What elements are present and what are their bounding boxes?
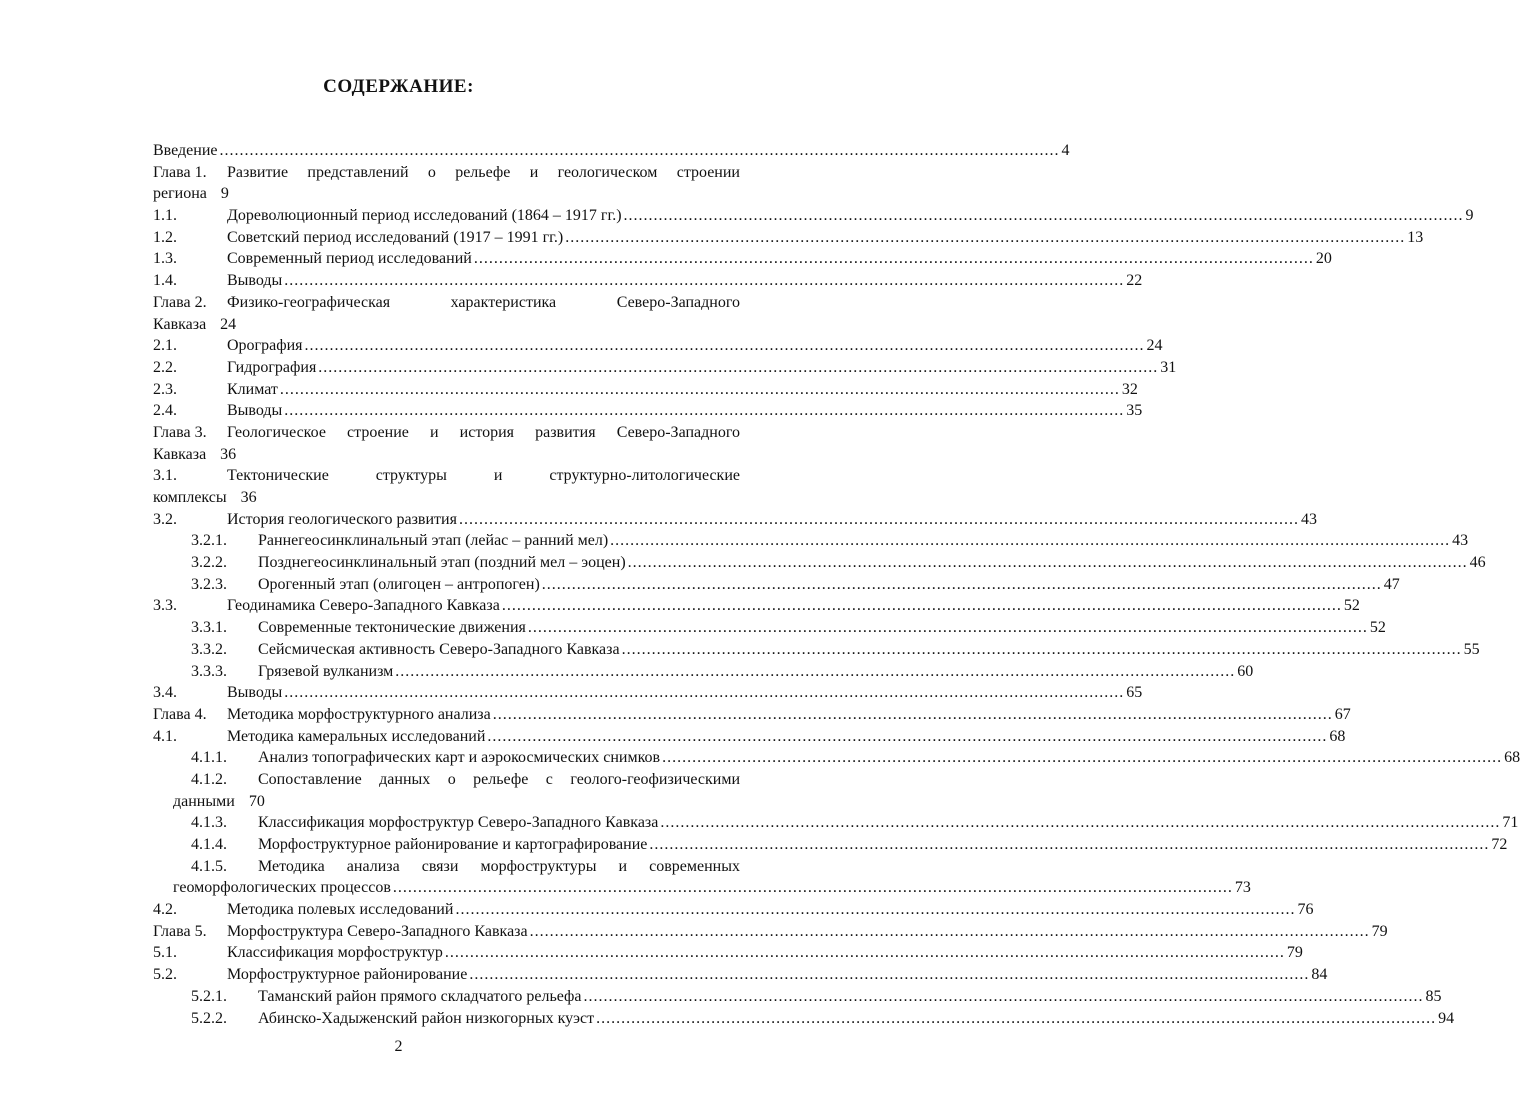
toc-dot-leader bbox=[220, 140, 1060, 162]
toc-entry-title: Методика анализа связи морфоструктуры и современных bbox=[258, 857, 740, 875]
toc-entry-title: Сопоставление данных о рельефе с геолого-геофизическими bbox=[258, 770, 740, 788]
toc-page-number: 43 bbox=[1452, 532, 1469, 550]
toc-entry-continuation bbox=[153, 791, 740, 813]
toc-entry-number: Глава 3. bbox=[153, 423, 207, 441]
toc-dot-leader bbox=[445, 942, 1285, 964]
toc-page-number: 68 bbox=[1329, 727, 1346, 745]
toc-page-number: 31 bbox=[1160, 358, 1177, 376]
toc-page-number: 36 bbox=[240, 489, 257, 506]
toc-entry-number: 3.2.1. bbox=[191, 532, 227, 550]
toc-entry bbox=[153, 162, 740, 184]
toc-page-number: 46 bbox=[1469, 554, 1486, 572]
toc-entry-number: 4.1.2. bbox=[191, 770, 227, 788]
toc-entry bbox=[153, 552, 1486, 574]
toc-entry-title: Классификация морфоструктур bbox=[227, 944, 443, 962]
toc-page-number: 71 bbox=[1502, 814, 1519, 832]
toc-page-number: 13 bbox=[1407, 228, 1424, 246]
toc-entry-number: 2.1. bbox=[153, 337, 177, 355]
toc-entry bbox=[153, 834, 1508, 856]
toc-entry-title: Введение bbox=[153, 142, 218, 159]
toc-entry-continuation bbox=[153, 183, 740, 205]
toc-entry bbox=[153, 379, 1138, 401]
toc-entry bbox=[153, 986, 1442, 1008]
toc-page-number: 52 bbox=[1369, 619, 1386, 637]
toc-page-number: 94 bbox=[1438, 1009, 1455, 1027]
toc-entry-title: Современные тектонические движения bbox=[258, 619, 526, 637]
toc-page-number: 55 bbox=[1463, 640, 1480, 658]
toc-entry-number: 3.2.3. bbox=[191, 575, 227, 593]
toc-entry-title: Советский период исследований (1917 – 1991 гг.) bbox=[227, 228, 564, 246]
toc-page-number: 85 bbox=[1425, 987, 1442, 1005]
toc-dot-leader bbox=[624, 205, 1464, 227]
toc-dot-leader bbox=[393, 877, 1233, 899]
toc-dot-leader bbox=[596, 1008, 1436, 1030]
toc-entry bbox=[153, 964, 1328, 986]
toc-dot-leader bbox=[280, 379, 1120, 401]
toc-entry bbox=[153, 292, 740, 314]
toc-entry-number: 4.1. bbox=[153, 727, 177, 745]
toc-page-number: 52 bbox=[1343, 597, 1360, 615]
toc-entry-title-cont: Кавказа bbox=[153, 315, 207, 333]
toc-dot-leader bbox=[395, 661, 1235, 683]
toc-entry-number: 4.1.4. bbox=[191, 836, 227, 853]
toc-entry-title: Дореволюционный период исследований (1864 – 1917 гг.) bbox=[227, 207, 622, 225]
toc-dot-leader bbox=[318, 357, 1158, 379]
toc-entry-title-cont: региона bbox=[153, 185, 207, 203]
toc-entry-title: Морфоструктурное районирование bbox=[227, 966, 468, 984]
toc-entry bbox=[153, 661, 1254, 683]
toc-entry-title: Сейсмическая активность Северо-Западного Кавказа bbox=[258, 640, 620, 658]
toc-entry-title: Физико-географическая характеристика Северо-Западного bbox=[227, 293, 740, 311]
toc-page-number: 22 bbox=[1126, 272, 1143, 290]
toc-entry-number: 3.2.2. bbox=[191, 554, 227, 572]
toc-entry-number: 3.1. bbox=[153, 467, 177, 485]
toc-dot-leader bbox=[284, 682, 1124, 704]
toc-entry-title: Раннегеосинклинальный этап (лейас – ранний мел) bbox=[258, 532, 609, 550]
toc-dot-leader bbox=[584, 986, 1424, 1008]
toc-entry-title-cont: данными bbox=[173, 792, 235, 810]
toc-entry-number: 3.3.3. bbox=[191, 662, 227, 680]
toc-dot-leader bbox=[565, 227, 1405, 249]
toc-entry bbox=[153, 140, 1070, 162]
toc-entry-title: Выводы bbox=[227, 272, 283, 290]
toc-entry-number: 1.1. bbox=[153, 207, 177, 225]
toc-entry-number: Глава 5. bbox=[153, 922, 207, 940]
toc-entry-number: 5.2.1. bbox=[191, 987, 227, 1005]
toc-entry-number: 4.1.5. bbox=[191, 857, 227, 875]
toc-entry bbox=[153, 726, 1346, 748]
toc-page-number: 72 bbox=[1491, 836, 1508, 853]
toc-entry-title: Анализ топографических карт и аэрокосмических снимков bbox=[258, 749, 661, 767]
toc-dot-leader bbox=[530, 921, 1370, 943]
toc-page-number: 24 bbox=[1146, 337, 1163, 355]
toc-entry bbox=[153, 227, 1424, 249]
toc-dot-leader bbox=[284, 400, 1124, 422]
toc-entry-number: 5.1. bbox=[153, 944, 177, 962]
toc-entry-title: Классификация морфоструктур Северо-Западного Кавказа bbox=[258, 814, 659, 832]
toc-entry-title-cont: геоморфологических процессов bbox=[173, 879, 391, 897]
toc-entry-number: Глава 2. bbox=[153, 293, 207, 311]
toc-entry bbox=[153, 465, 740, 487]
toc-entry-title: Грязевой вулканизм bbox=[258, 662, 394, 680]
toc-dot-leader bbox=[474, 248, 1314, 270]
page-number: 2 bbox=[394, 1038, 403, 1055]
toc-entry-number: 4.2. bbox=[153, 901, 177, 919]
toc-entry bbox=[153, 682, 1143, 704]
toc-entry-number: 1.4. bbox=[153, 272, 177, 290]
toc-page-number: 32 bbox=[1121, 380, 1138, 398]
toc-page-number: 20 bbox=[1315, 250, 1332, 268]
toc-entry bbox=[153, 617, 1386, 639]
toc-entry-number: 2.4. bbox=[153, 402, 177, 420]
toc-entry-number: 5.2. bbox=[153, 966, 177, 984]
toc-entry-number: Глава 1. bbox=[153, 163, 207, 181]
toc-dot-leader bbox=[662, 747, 1502, 769]
toc-entry bbox=[153, 248, 1332, 270]
toc-entry bbox=[153, 921, 1388, 943]
toc-dot-leader bbox=[502, 595, 1342, 617]
toc-entry bbox=[153, 595, 1360, 617]
toc-entry-number: 3.3.1. bbox=[191, 619, 227, 637]
toc-entry bbox=[153, 530, 1469, 552]
toc-entry-number: 2.2. bbox=[153, 358, 177, 376]
toc-page-number: 67 bbox=[1334, 705, 1351, 723]
toc-entry-title: Таманский район прямого складчатого рельефа bbox=[258, 987, 582, 1005]
toc-entry bbox=[153, 335, 1163, 357]
toc-entry-title: Орогенный этап (олигоцен – антропоген) bbox=[258, 575, 540, 593]
toc-entry-title: Морфоструктура Северо-Западного Кавказа bbox=[227, 922, 528, 940]
toc-page-number: 47 bbox=[1383, 575, 1400, 593]
toc-page-number: 65 bbox=[1126, 684, 1143, 702]
toc-page-number: 60 bbox=[1237, 662, 1254, 680]
toc-page-number: 4 bbox=[1061, 142, 1070, 159]
toc-entry bbox=[153, 574, 1400, 596]
toc-entry-title-cont: комплексы bbox=[153, 489, 227, 506]
toc-page-number: 36 bbox=[220, 445, 237, 463]
toc-entry-title: Орография bbox=[227, 337, 303, 355]
toc-entry-title: Развитие представлений о рельефе и геологическом строении bbox=[227, 163, 740, 181]
toc-dot-leader bbox=[459, 509, 1299, 531]
toc-entry-title-cont: Кавказа bbox=[153, 445, 207, 463]
toc-entry-continuation bbox=[153, 877, 1251, 899]
toc-entry-title: Тектонические структуры и структурно-литологические bbox=[227, 467, 740, 485]
toc-entry bbox=[153, 400, 1143, 422]
toc-page-number: 76 bbox=[1297, 901, 1314, 919]
toc-entry-continuation bbox=[153, 444, 740, 466]
toc-entry-number: Глава 4. bbox=[153, 705, 207, 723]
toc-entry bbox=[153, 205, 1474, 227]
toc-entry bbox=[153, 899, 1314, 921]
toc-dot-leader bbox=[493, 704, 1333, 726]
toc-entry-title: Методика камеральных исследований bbox=[227, 727, 486, 745]
toc-entry-number: 4.1.3. bbox=[191, 814, 227, 832]
toc-entry-number: 4.1.1. bbox=[191, 749, 227, 767]
toc-entry bbox=[153, 639, 1480, 661]
toc-entry-number: 3.4. bbox=[153, 684, 177, 702]
toc-entry-number: 2.3. bbox=[153, 380, 177, 398]
toc-entry bbox=[153, 357, 1177, 379]
table-of-contents bbox=[153, 140, 1520, 1029]
toc-entry bbox=[153, 747, 1520, 769]
toc-entry bbox=[153, 704, 1351, 726]
toc-page-number: 9 bbox=[1465, 207, 1474, 225]
toc-entry bbox=[153, 1008, 1455, 1030]
toc-page-number: 73 bbox=[1234, 879, 1251, 897]
toc-dot-leader bbox=[610, 530, 1450, 552]
toc-entry-title: Выводы bbox=[227, 684, 283, 702]
toc-entry bbox=[153, 270, 1143, 292]
toc-entry-title: Геодинамика Северо-Западного Кавказа bbox=[227, 597, 500, 615]
toc-entry-title: Методика морфоструктурного анализа bbox=[227, 705, 491, 723]
toc-entry-title: Методика полевых исследований bbox=[227, 901, 454, 919]
toc-page-number: 68 bbox=[1504, 749, 1520, 767]
toc-entry bbox=[153, 856, 740, 878]
toc-entry-continuation bbox=[153, 487, 740, 509]
toc-entry-title: Современный период исследований bbox=[227, 250, 472, 268]
toc-entry bbox=[153, 942, 1303, 964]
toc-entry-number: 3.3.2. bbox=[191, 640, 227, 658]
toc-dot-leader bbox=[455, 899, 1295, 921]
toc-entry-number: 1.2. bbox=[153, 228, 177, 246]
toc-entry-continuation bbox=[153, 314, 740, 336]
toc-entry-title: История геологического развития bbox=[227, 510, 457, 528]
toc-entry bbox=[153, 422, 740, 444]
toc-dot-leader bbox=[469, 964, 1309, 986]
toc-entry-number: 3.2. bbox=[153, 510, 177, 528]
toc-dot-leader bbox=[542, 574, 1382, 596]
toc-dot-leader bbox=[622, 639, 1462, 661]
toc-page-number: 35 bbox=[1126, 402, 1143, 420]
toc-entry-title: Геологическое строение и история развития Северо-Западного bbox=[227, 423, 740, 441]
toc-entry-title: Гидрография bbox=[227, 358, 317, 376]
toc-entry-title: Абинско-Хадыженский район низкогорных куэст bbox=[258, 1009, 595, 1027]
toc-page-number: 79 bbox=[1286, 944, 1303, 962]
toc-entry-title: Позднегеосинклинальный этап (поздний мел – эоцен) bbox=[258, 554, 626, 572]
toc-page-number: 79 bbox=[1371, 922, 1388, 940]
toc-page-number: 70 bbox=[248, 792, 265, 810]
page-title: СОДЕРЖАНИЕ: bbox=[323, 76, 474, 97]
toc-entry-number: 5.2.2. bbox=[191, 1009, 227, 1027]
toc-dot-leader bbox=[305, 335, 1145, 357]
toc-page-number: 24 bbox=[220, 315, 237, 333]
toc-entry-number: 1.3. bbox=[153, 250, 177, 268]
toc-entry bbox=[153, 812, 1519, 834]
toc-entry bbox=[153, 509, 1317, 531]
toc-dot-leader bbox=[284, 270, 1124, 292]
toc-page-number: 43 bbox=[1300, 510, 1317, 528]
toc-page-number: 84 bbox=[1311, 966, 1328, 984]
toc-entry-number: 3.3. bbox=[153, 597, 177, 615]
toc-entry-title: Выводы bbox=[227, 402, 283, 420]
toc-dot-leader bbox=[487, 726, 1327, 748]
toc-entry-title: Климат bbox=[227, 380, 278, 398]
toc-dot-leader bbox=[628, 552, 1468, 574]
toc-entry bbox=[153, 769, 740, 791]
toc-dot-leader bbox=[649, 834, 1489, 856]
toc-dot-leader bbox=[528, 617, 1368, 639]
toc-entry-title: Морфоструктурное районирование и картографирование bbox=[258, 836, 648, 853]
toc-dot-leader bbox=[660, 812, 1500, 834]
toc-page-number: 9 bbox=[220, 185, 229, 203]
